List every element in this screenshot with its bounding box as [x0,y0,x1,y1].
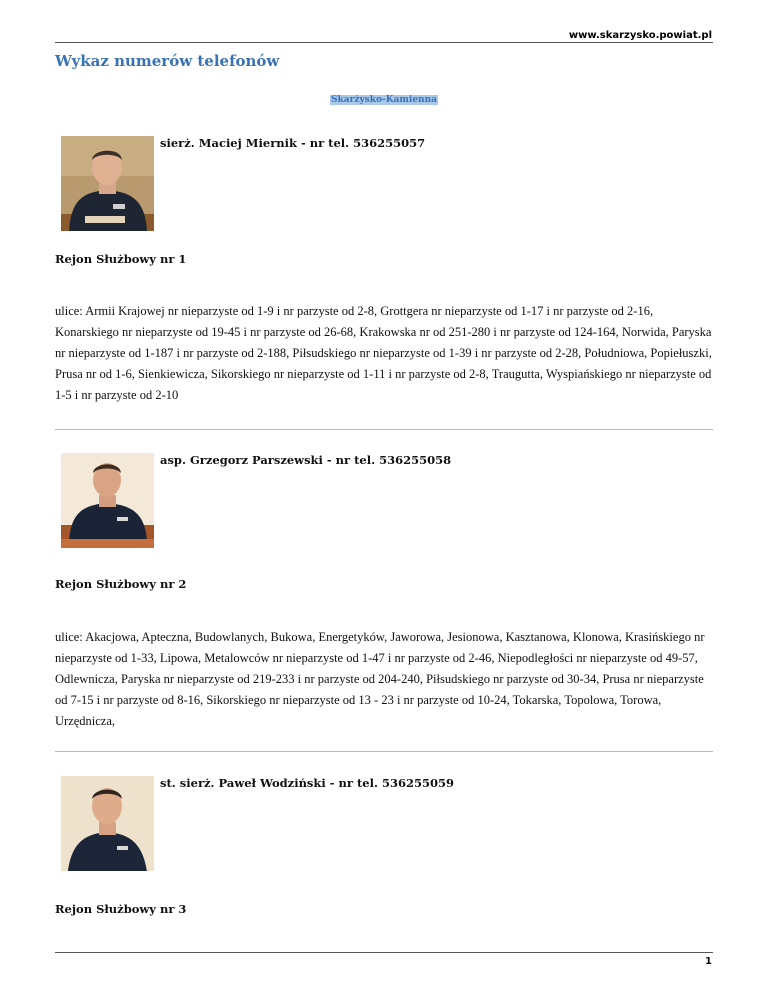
district-heading: Rejon Służbowy nr 3 [55,902,187,916]
entry-separator [55,751,713,752]
district-streets: ulice: Armii Krajowej nr nieparzyste od 1-9 i nr parzyste od 2-8, Grottgera nr nieparzyste od 1-17 i nr parzyste od 2-16, Konarskiego nr nieparzyste od 19-45 i nr parzyste od 26-68, Krakowska nr od 251-280 i nr parzyste od 124-164, Norwida, Paryska nr nieparzyste od 1-187 i nr parzyste od 2-188, Piłsudskiego nr nieparzyste od 1-39 i nr parzyste od 2-28, Południowa, Popiełuszki, Prusa nr od 1-6, Sienkiewicza, Sikorskiego nr nieparzyste od 1-11 i nr parzyste od 2-8, Traugutta, Wyspiańskiego nr nieparzyste od 1-5 i nr parzyste od 2-10 [55,304,712,402]
entry-separator [55,429,713,430]
officer-photo [61,776,154,871]
page-number: 1 [705,956,712,967]
officer-name-phone: sierż. Maciej Miernik - nr tel. 536255057 [160,136,426,150]
city-link[interactable]: Skarżysko-Kamienna [331,95,437,105]
city-link-wrapper [0,87,768,106]
district-streets: ulice: Akacjowa, Apteczna, Budowlanych, Bukowa, Energetyków, Jaworowa, Jesionowa, Kasztanowa, Klonowa, Krasińskiego nr nieparzyste od 1-33, Lipowa, Metalowców nr nieparzyste od 1-47 i nr parzyste od 2-46, Niepodległości nr nieparzyste od 49-57, Odlewnicza, Paryska nr nieparzyste od 219-233 i nr parzyste od 204-240, Piłsudskiego nr parzyste od 30-34, Prusa nr nieparzyste od 7-15 i nr parzyste od 8-16, Sikorskiego nr nieparzyste od 13 - 23 i nr parzyste od 10-24, Tokarska, Topolowa, Torowa, Urzędnicza, [55,630,705,728]
district-heading: Rejon Służbowy nr 2 [55,577,187,591]
header-rule [55,42,713,43]
officer-name-phone: asp. Grzegorz Parszewski - nr tel. 536255058 [160,453,452,467]
footer-rule [55,952,713,953]
officer-photo [61,136,154,231]
page-title: Wykaz numerów telefonów [55,52,280,70]
district-heading: Rejon Służbowy nr 1 [55,252,187,266]
site-url: www.skarzysko.powiat.pl [568,30,712,41]
officer-name-phone: st. sierż. Paweł Wodziński - nr tel. 536255059 [160,776,454,790]
officer-photo [61,453,154,548]
